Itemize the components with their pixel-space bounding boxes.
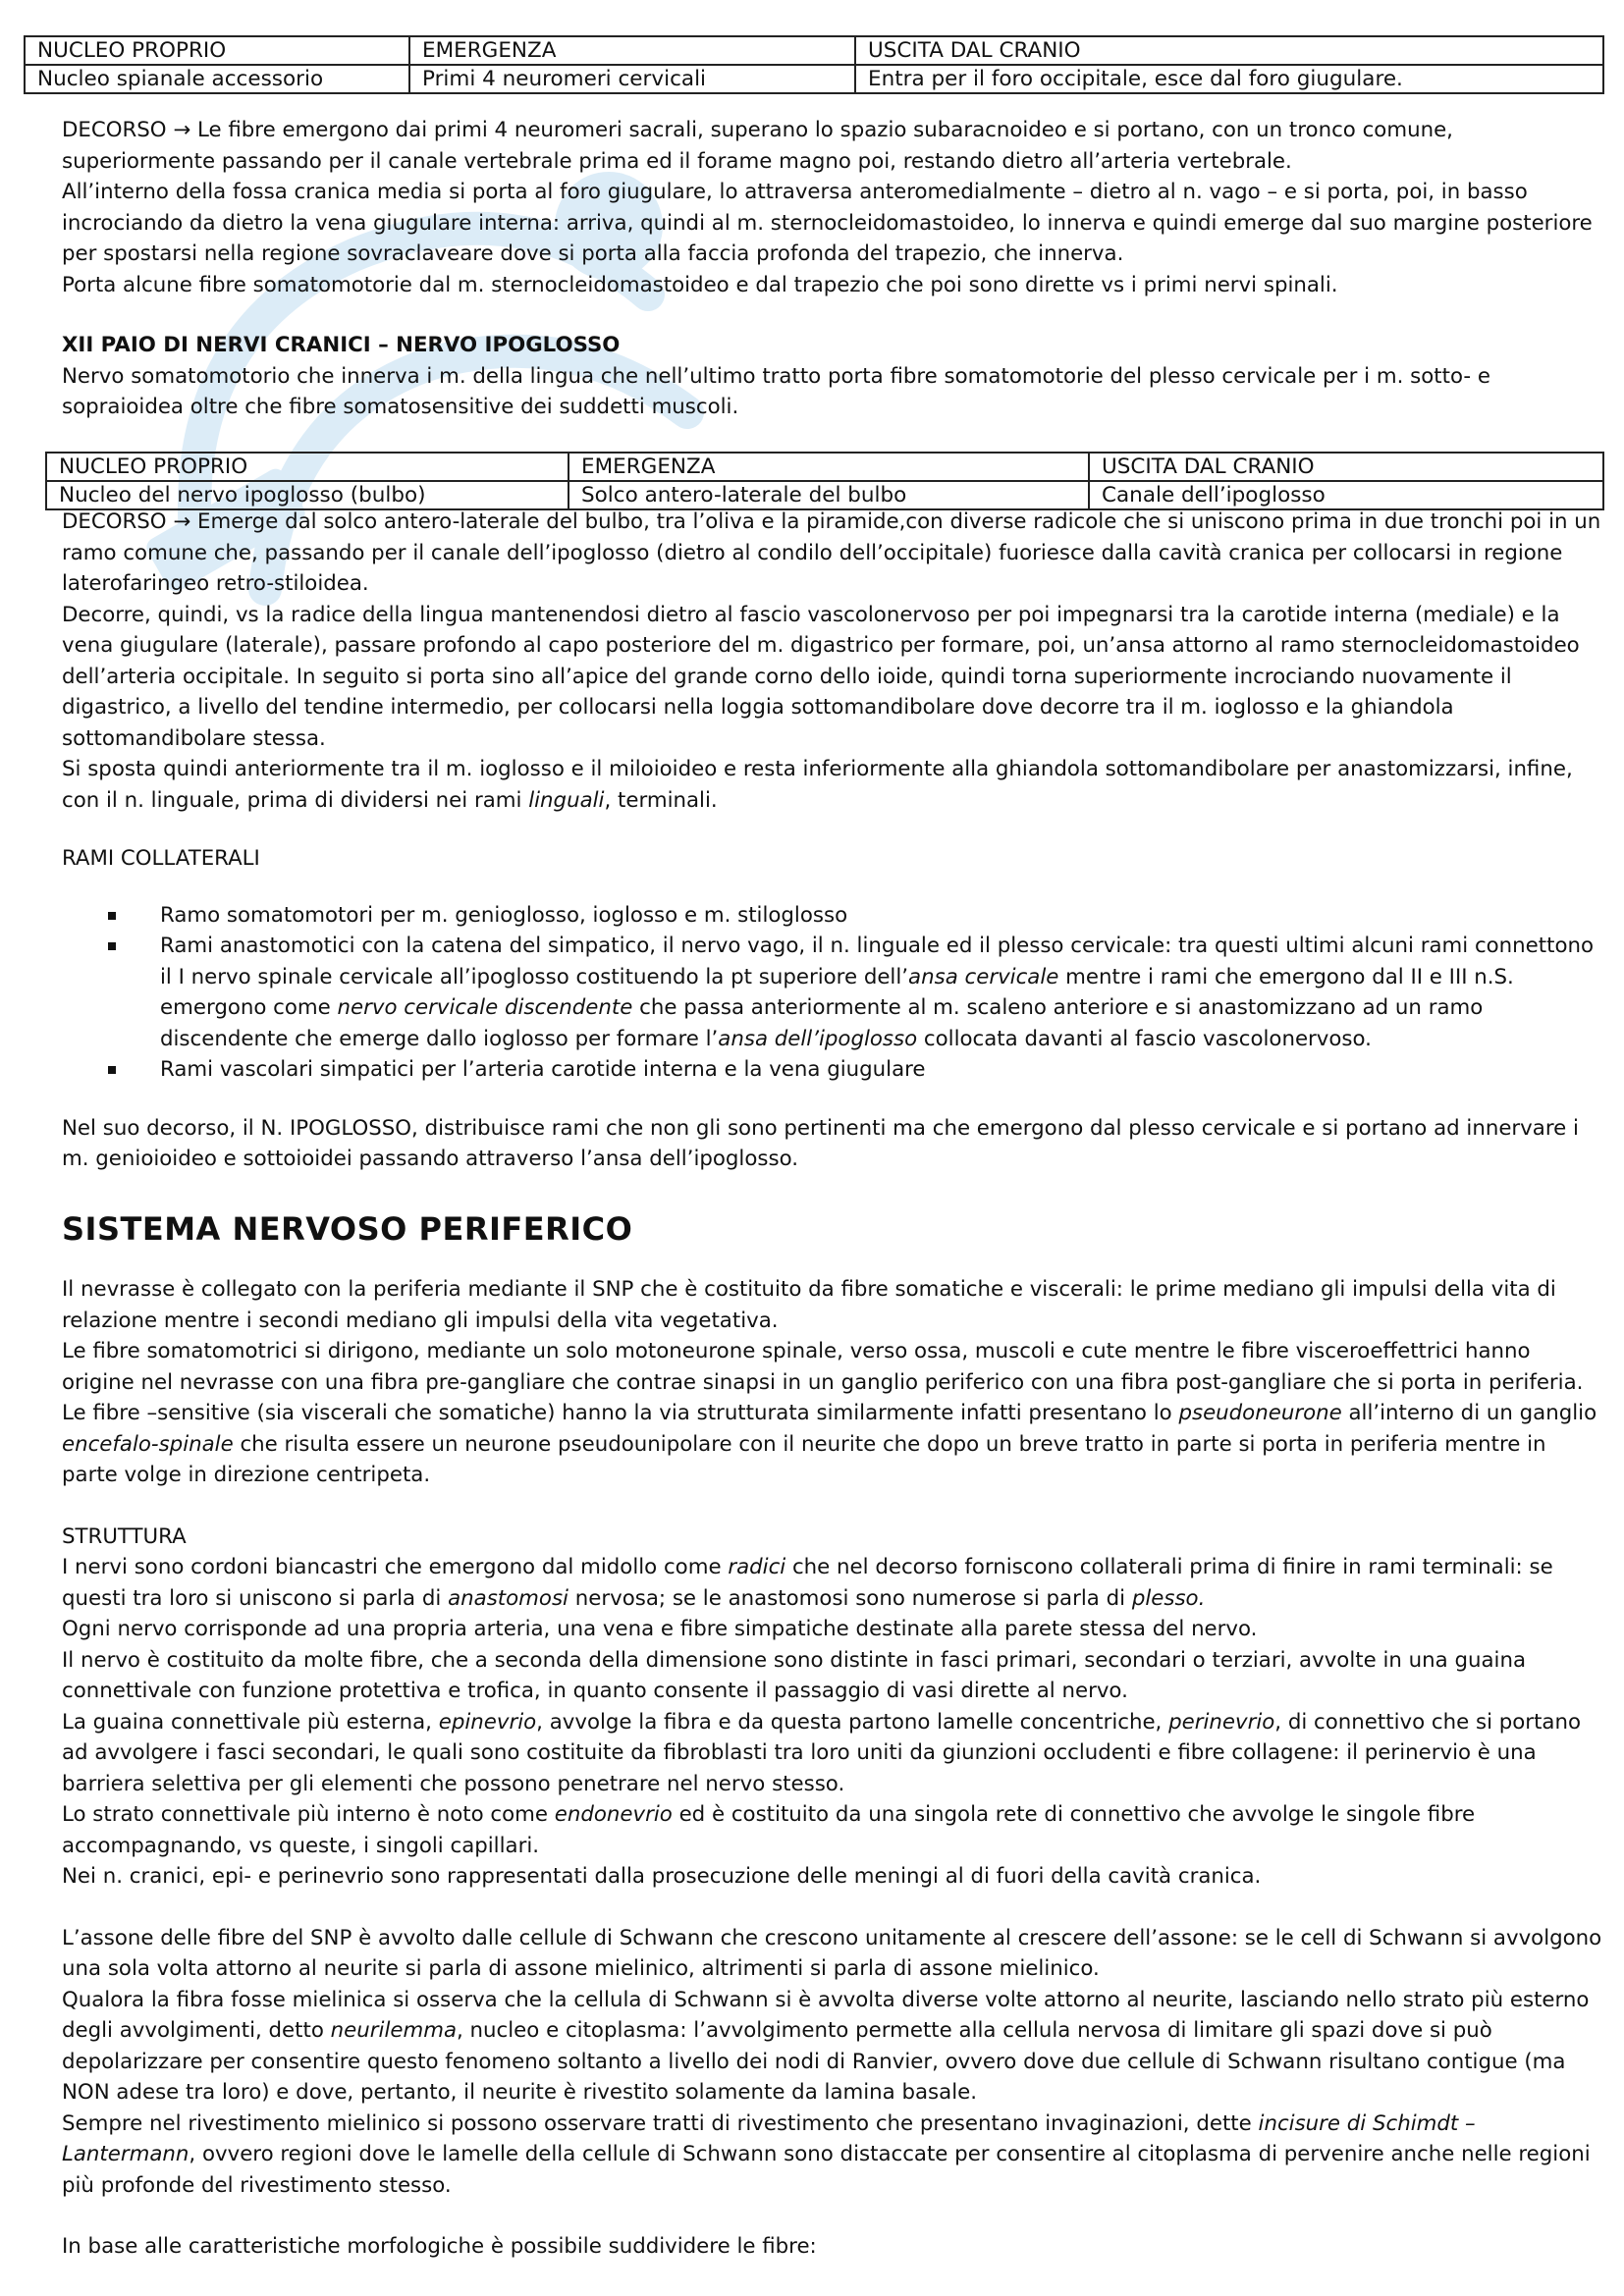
paragraph: Qualora la fibra fosse mielinica si osserva che la cellula di Schwann si è avvolta diverse volte attorno al neurite, lasciando nello strato più esterno degli avvolgimenti, detto neurilemma, nucleo e citoplasma: l’avvolgimento permette alla cellula nervosa di limitare gli spazi dove si può depolarizzare per consentire questo fenomeno soltanto a livello dei nodi di Ranvier, ovvero dove due cellule di Schwann risultano contigue (ma NON adese tra loro) e dove, pertanto, il neurite è rivestito solamente da lamina basale. xyxy=(62,1987,1590,2105)
paragraph: L’assone delle fibre del SNP è avvolto dalle cellule di Schwann che crescono unitamente al crescere dell’assone: se le cell di Schwann si avvolgono una sola volta attorno al neurite si parla di assone mielinico, altrimenti si parla di assone mielinico. xyxy=(62,1925,1602,1981)
paragraph: Le fibre somatomotrici si dirigono, mediante un solo motoneurone spinale, verso ossa, muscoli e cute mentre le fibre visceroeffettrici hanno origine nel nevrasse con una fibra pre-gangliare che contrae sinapsi in un ganglio periferico con una fibra post-gangliare che si porta in periferia. xyxy=(62,1339,1584,1395)
paragraph: Porta alcune fibre somatomotorie dal m. sternocleidomastoideo e dal trapezio che poi sono dirette vs i primi nervi spinali. xyxy=(62,272,1338,297)
table-header-cell: USCITA DAL CRANIO xyxy=(1089,453,1603,481)
bullet-icon xyxy=(108,942,116,950)
paragraph: La guaina connettivale più esterna, epinevrio, avvolge la fibra e da questa partono lamelle concentriche, perinevrio, di connettivo che si portano ad avvolgere i fasci secondari, le quali sono costituite da fibroblasti tra loro uniti da giunzioni occludenti e fibre collagene: il perinervio è una barriera selettiva per gli elementi che possono penetrare nel nervo stesso. xyxy=(62,1709,1581,1796)
paragraph: Ogni nervo corrisponde ad una propria arteria, una vena e fibre simpatiche destinate alla parete stessa del nervo. xyxy=(62,1617,1258,1641)
paragraph: Si sposta quindi anteriormente tra il m. ioglosso e il miloioideo e resta inferiormente alla ghiandola sottomandibolare per anastomizzarsi, infine, con il n. linguale, prima di dividersi nei rami linguali, terminali. xyxy=(62,757,1573,813)
paragraph: In base alle caratteristiche morfologiche è possibile suddividere le fibre: xyxy=(62,2234,817,2259)
paragraph: I nervi sono cordoni biancastri che emergono dal midollo come radici che nel decorso forniscono collaterali prima di finire in rami terminali: se questi tra loro si uniscono si parla di anastomosi nervosa; se le anastomosi sono numerose si parla di plesso. xyxy=(62,1555,1553,1611)
decorso-ipoglosso xyxy=(62,507,1608,816)
table-cell: Solco antero-laterale del bulbo xyxy=(568,481,1089,509)
table-cell: Canale dell’ipoglosso xyxy=(1089,481,1603,509)
paragraph: Nei n. cranici, epi- e perinevrio sono rappresentati dalla prosecuzione delle meningi al di fuori della cavità cranica. xyxy=(62,1864,1262,1889)
paragraph: Il nevrasse è collegato con la periferia mediante il SNP che è costituito da fibre somatiche e viscerali: le prime mediano gli impulsi della vita di relazione mentre i secondi mediano gli impulsi della vita vegetativa. xyxy=(62,1277,1556,1333)
bullet-icon xyxy=(108,1066,116,1074)
section-subheading: STRUTTURA xyxy=(62,1523,187,1549)
paragraph: Lo strato connettivale più interno è noto come endonevrio ed è costituito da una singola rete di connettivo che avvolge le singole fibre accompagnando, vs queste, i singoli capillari. xyxy=(62,1802,1476,1858)
paragraph: All’interno della fossa cranica media si porta al foro giugulare, lo attraversa anteromedialmente – dietro al n. vago – e si porta, poi, in basso incrociando da dietro la vena giugulare interna: arriva, quindi al m. sternocleidomastoideo, lo innerva e quindi emerge dal suo margine posteriore per spostarsi nella regione sovraclaveare dove si porta alla faccia profonda del trapezio, che innerva. xyxy=(62,180,1593,266)
page-title: SISTEMA NERVOSO PERIFERICO xyxy=(62,1210,633,1248)
decorso-label: DECORSO xyxy=(62,118,167,142)
table-header-cell: NUCLEO PROPRIO xyxy=(46,453,568,481)
rami-collaterali xyxy=(62,843,1608,1175)
arrow-icon: → xyxy=(173,118,191,142)
paragraph: Decorre, quindi, vs la radice della lingua mantenendosi dietro al fascio vascolonervoso per poi impegnarsi tra la carotide interna (mediale) e la vena giugulare (laterale), passare profondo al capo posteriore del m. digastrico per formare, poi, un’ansa attorno al ramo sternocleidomastoideo dell’arteria occipitale. In seguito si porta sino all’apice del grande corno dello ioide, quindi torna superiormente incrociando nuovamente il digastrico, a livello del tendine intermedio, per collocarsi nella loggia sottomandibolare dove decorre tra il m. ioglosso e la ghiandola sottomandibolare stessa. xyxy=(62,602,1580,751)
paragraph-text: Le fibre emergono dai primi 4 neuromeri sacrali, superano lo spazio subaracnoideo e si portano, con un tronco comune, superiormente passando per il canale vertebrale prima ed il forame magno poi, restando dietro all’arteria vertebrale. xyxy=(62,118,1453,174)
table-cell: Entra per il foro occipitale, esce dal foro giugulare. xyxy=(855,65,1603,93)
list-item: Rami vascolari simpatici per l’arteria carotide interna e la vena giugulare xyxy=(62,1054,1608,1086)
table-cell: Nucleo spianale accessorio xyxy=(25,65,409,93)
table-header-row xyxy=(25,36,1603,65)
paragraph: Sempre nel rivestimento mielinico si possono osservare tratti di rivestimento che presentano invaginazioni, dette incisure di Schimdt – Lantermann, ovvero regioni dove le lamelle della cellule di Schwann sono distaccate per consentire al citoplasma di pervenire anche nelle regioni più profonde del rivestimento stesso. xyxy=(62,2110,1591,2198)
table-cell: Nucleo del nervo ipoglosso (bulbo) xyxy=(46,481,568,509)
paragraph: Le fibre –sensitive (sia viscerali che somatiche) hanno la via strutturata similarmente infatti presentano lo pseudoneurone all’interno di un ganglio encefalo-spinale che risulta essere un neurone pseudounipolare con il neurite che dopo un breve tratto in parte si porta in periferia mentre in parte volge in direzione centripeta. xyxy=(62,1401,1597,1487)
section-subheading: RAMI COLLATERALI xyxy=(62,846,260,871)
table-row xyxy=(46,481,1603,509)
table-accessorio xyxy=(24,35,1604,94)
paragraph xyxy=(62,115,1608,177)
section-heading: XII PAIO DI NERVI CRANICI – NERVO IPOGLOSSO xyxy=(62,333,621,357)
paragraph: Il nervo è costituito da molte fibre, che a seconda della dimensione sono distinte in fasci primari, secondari o terziari, avvolte in una guaina connettivale con funzione protettiva e trofica, in quanto consente il passaggio di vasi dirette al nervo. xyxy=(62,1647,1527,1703)
rami-list xyxy=(62,900,1608,1086)
section-snp xyxy=(62,1274,1608,2263)
paragraph xyxy=(62,507,1608,600)
arrow-icon: → xyxy=(173,509,191,534)
list-item: Rami anastomotici con la catena del simpatico, il nervo vago, il n. linguale ed il plesso cervicale: tra questi ultimi alcuni rami connettono il I nervo spinale cervicale all’ipoglosso costituendo la pt superiore dell’ansa cervicale mentre i rami che emergono dal II e III n.S. emergono come nervo cervicale discendente che passa anteriormente al m. scaleno anteriore e si anastomizzano ad un ramo discendente che emerge dallo ioglosso per formare l’ansa dell’ipoglosso collocata davanti al fascio vascolonervoso. xyxy=(62,931,1608,1054)
table-ipoglosso xyxy=(45,452,1604,510)
bullet-icon xyxy=(108,912,116,920)
decorso-label: DECORSO xyxy=(62,509,167,534)
paragraph-text: Emerge dal solco antero-laterale del bulbo, tra l’oliva e la piramide,con diverse radicole che si uniscono prima in due tronchi poi in un ramo comune che, passando per il canale dell’ipoglosso (dietro al condilo dell’occipitale) fuoriesce dalla cavità cranica per collocarsi in regione laterofaringeo retro-stiloidea. xyxy=(62,509,1601,596)
table-header-cell: EMERGENZA xyxy=(409,36,855,65)
table-header-cell: NUCLEO PROPRIO xyxy=(25,36,409,65)
table-header-cell: EMERGENZA xyxy=(568,453,1089,481)
table-header-row xyxy=(46,453,1603,481)
table-row xyxy=(25,65,1603,93)
list-item: Ramo somatomotori per m. genioglosso, ioglosso e m. stiloglosso xyxy=(62,900,1608,932)
table-cell: Primi 4 neuromeri cervicali xyxy=(409,65,855,93)
paragraph: Nel suo decorso, il N. IPOGLOSSO, distribuisce rami che non gli sono pertinenti ma che emergono dal plesso cervicale e si portano ad innervare i m. genioioideo e sottoioidei passando attraverso l’ansa dell’ipoglosso. xyxy=(62,1115,1579,1171)
table-header-cell: USCITA DAL CRANIO xyxy=(855,36,1603,65)
section-ipoglosso xyxy=(62,330,1608,423)
decorso-accessorio xyxy=(62,115,1608,300)
paragraph: Nervo somatomotorio che innerva i m. della lingua che nell’ultimo tratto porta fibre somatomotorie del plesso cervicale per i m. sotto- e sopraioidea oltre che fibre somatosensitive dei suddetti muscoli. xyxy=(62,363,1490,419)
